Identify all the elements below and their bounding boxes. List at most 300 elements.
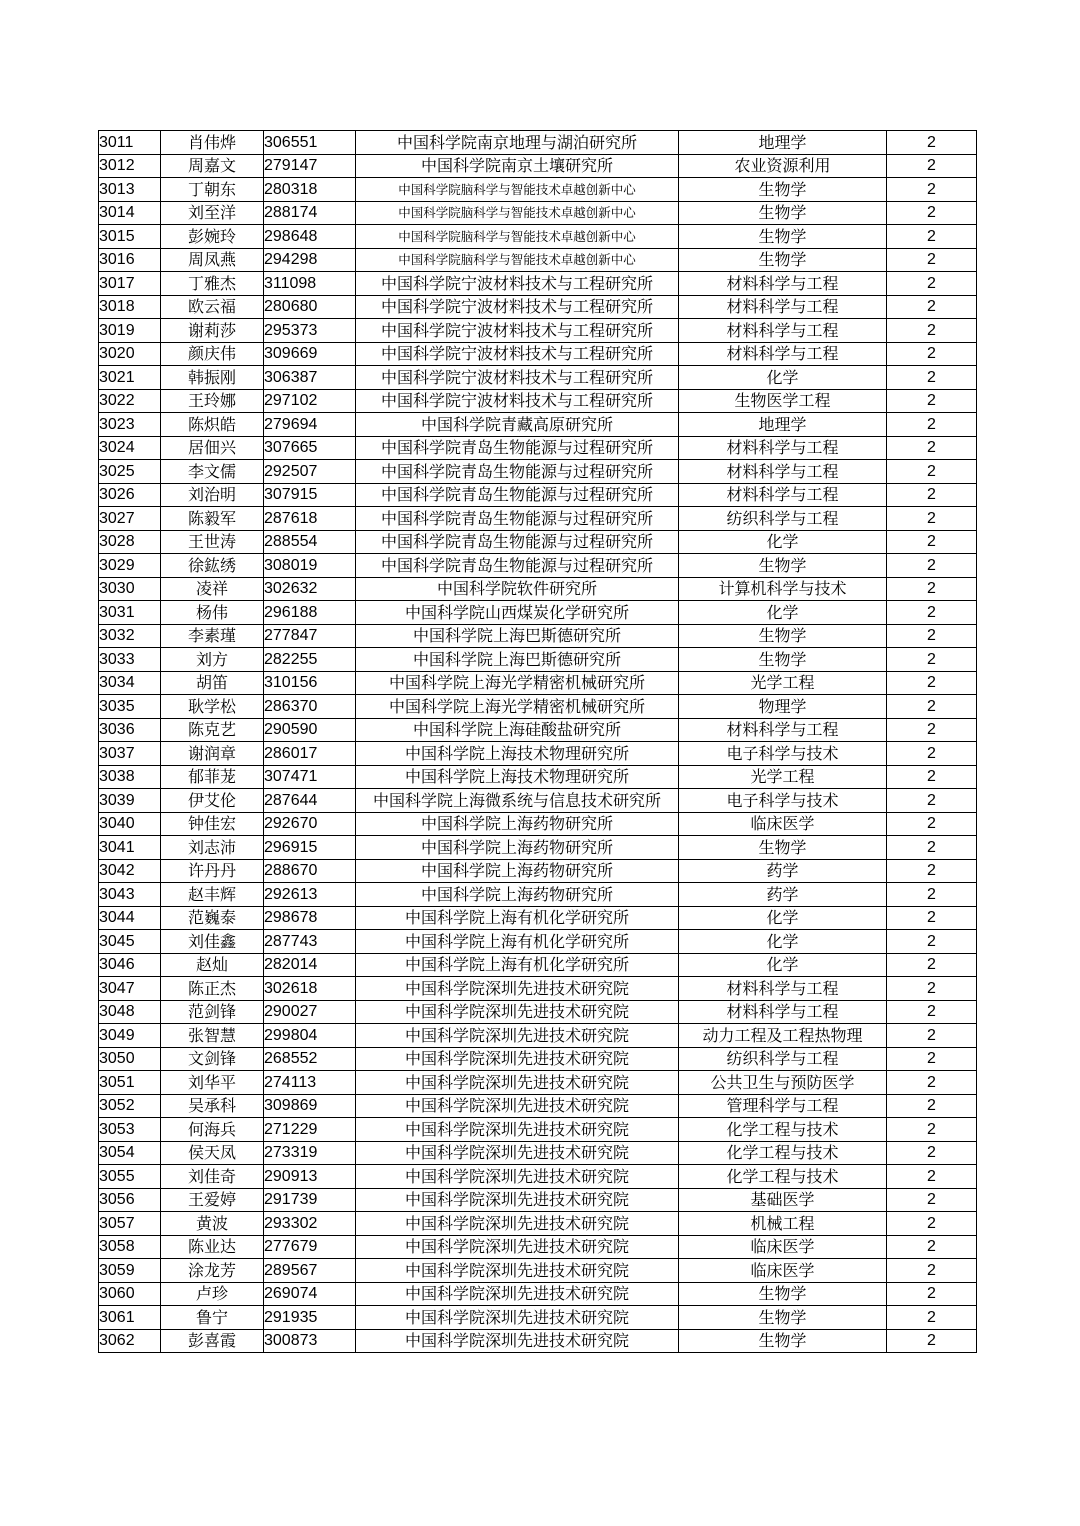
row-index: 3037	[99, 742, 161, 766]
applicant-id: 293302	[264, 1212, 356, 1236]
major-name: 材料科学与工程	[679, 272, 887, 296]
person-name: 陈炽皓	[161, 413, 264, 437]
institute-name: 中国科学院南京土壤研究所	[356, 154, 679, 178]
major-name: 电子科学与技术	[679, 742, 887, 766]
person-name: 欧云福	[161, 295, 264, 319]
count-value: 2	[887, 977, 977, 1001]
row-index: 3050	[99, 1047, 161, 1071]
row-index: 3038	[99, 765, 161, 789]
count-value: 2	[887, 1165, 977, 1189]
applicant-id: 307471	[264, 765, 356, 789]
count-value: 2	[887, 319, 977, 343]
count-value: 2	[887, 1259, 977, 1283]
row-index: 3036	[99, 718, 161, 742]
table-row	[99, 131, 977, 155]
table-row	[99, 977, 977, 1001]
table-row	[99, 1071, 977, 1095]
institute-name: 中国科学院青岛生物能源与过程研究所	[356, 460, 679, 484]
table-row	[99, 1024, 977, 1048]
count-value: 2	[887, 1118, 977, 1142]
table-row	[99, 178, 977, 202]
table-body	[99, 131, 977, 1353]
major-name: 光学工程	[679, 671, 887, 695]
count-value: 2	[887, 671, 977, 695]
table-row	[99, 460, 977, 484]
applicant-id: 279147	[264, 154, 356, 178]
count-value: 2	[887, 1282, 977, 1306]
major-name: 化学	[679, 953, 887, 977]
table-row	[99, 695, 977, 719]
table-row	[99, 648, 977, 672]
row-index: 3049	[99, 1024, 161, 1048]
table-row	[99, 624, 977, 648]
table-row	[99, 906, 977, 930]
table-row	[99, 1329, 977, 1353]
institute-name: 中国科学院深圳先进技术研究院	[356, 1188, 679, 1212]
count-value: 2	[887, 1024, 977, 1048]
person-name: 范巍泰	[161, 906, 264, 930]
person-name: 王爱婷	[161, 1188, 264, 1212]
table-row	[99, 413, 977, 437]
person-name: 刘佳奇	[161, 1165, 264, 1189]
major-name: 药学	[679, 883, 887, 907]
applicant-id: 274113	[264, 1071, 356, 1095]
institute-name: 中国科学院深圳先进技术研究院	[356, 1141, 679, 1165]
institute-name: 中国科学院上海巴斯德研究所	[356, 648, 679, 672]
institute-name: 中国科学院深圳先进技术研究院	[356, 1094, 679, 1118]
applicant-id: 291739	[264, 1188, 356, 1212]
applicant-id: 287743	[264, 930, 356, 954]
person-name: 陈正杰	[161, 977, 264, 1001]
applicant-id: 286370	[264, 695, 356, 719]
applicant-id: 295373	[264, 319, 356, 343]
institute-name: 中国科学院深圳先进技术研究院	[356, 1165, 679, 1189]
person-name: 伊艾伦	[161, 789, 264, 813]
table-row	[99, 1259, 977, 1283]
applicant-id: 306387	[264, 366, 356, 390]
institute-name: 中国科学院上海药物研究所	[356, 859, 679, 883]
institute-name: 中国科学院上海微系统与信息技术研究所	[356, 789, 679, 813]
table-row	[99, 272, 977, 296]
major-name: 材料科学与工程	[679, 295, 887, 319]
major-name: 生物学	[679, 201, 887, 225]
table-row	[99, 1000, 977, 1024]
person-name: 刘佳鑫	[161, 930, 264, 954]
person-name: 许丹丹	[161, 859, 264, 883]
table-row	[99, 436, 977, 460]
applicant-id: 302618	[264, 977, 356, 1001]
major-name: 生物学	[679, 1282, 887, 1306]
institute-name: 中国科学院深圳先进技术研究院	[356, 1024, 679, 1048]
table-row	[99, 554, 977, 578]
applicant-id: 282255	[264, 648, 356, 672]
row-index: 3047	[99, 977, 161, 1001]
row-index: 3033	[99, 648, 161, 672]
major-name: 材料科学与工程	[679, 977, 887, 1001]
count-value: 2	[887, 1306, 977, 1330]
row-index: 3056	[99, 1188, 161, 1212]
applicant-id: 287644	[264, 789, 356, 813]
person-name: 周凤燕	[161, 248, 264, 272]
institute-name: 中国科学院深圳先进技术研究院	[356, 1000, 679, 1024]
institute-name: 中国科学院深圳先进技术研究院	[356, 1212, 679, 1236]
applicant-id: 296915	[264, 836, 356, 860]
major-name: 材料科学与工程	[679, 436, 887, 460]
institute-name: 中国科学院深圳先进技术研究院	[356, 1306, 679, 1330]
count-value: 2	[887, 1094, 977, 1118]
applicant-id: 298678	[264, 906, 356, 930]
applicant-id: 282014	[264, 953, 356, 977]
applicant-id: 279694	[264, 413, 356, 437]
count-value: 2	[887, 342, 977, 366]
institute-name: 中国科学院脑科学与智能技术卓越创新中心	[356, 201, 679, 225]
row-index: 3011	[99, 131, 161, 155]
institute-name: 中国科学院上海硅酸盐研究所	[356, 718, 679, 742]
table-row	[99, 883, 977, 907]
table-row	[99, 765, 977, 789]
row-index: 3027	[99, 507, 161, 531]
row-index: 3018	[99, 295, 161, 319]
person-name: 丁朝东	[161, 178, 264, 202]
major-name: 化学工程与技术	[679, 1118, 887, 1142]
results-table	[98, 130, 977, 1353]
major-name: 生物学	[679, 554, 887, 578]
major-name: 纺织科学与工程	[679, 1047, 887, 1071]
table-row	[99, 812, 977, 836]
applicant-id: 271229	[264, 1118, 356, 1142]
person-name: 胡笛	[161, 671, 264, 695]
count-value: 2	[887, 648, 977, 672]
institute-name: 中国科学院青岛生物能源与过程研究所	[356, 530, 679, 554]
major-name: 化学工程与技术	[679, 1165, 887, 1189]
count-value: 2	[887, 859, 977, 883]
major-name: 生物学	[679, 1329, 887, 1353]
row-index: 3044	[99, 906, 161, 930]
major-name: 生物学	[679, 836, 887, 860]
row-index: 3060	[99, 1282, 161, 1306]
table-row	[99, 201, 977, 225]
institute-name: 中国科学院上海光学精密机械研究所	[356, 695, 679, 719]
major-name: 生物学	[679, 1306, 887, 1330]
applicant-id: 269074	[264, 1282, 356, 1306]
table-row	[99, 1188, 977, 1212]
applicant-id: 291935	[264, 1306, 356, 1330]
row-index: 3022	[99, 389, 161, 413]
institute-name: 中国科学院宁波材料技术与工程研究所	[356, 342, 679, 366]
applicant-id: 277847	[264, 624, 356, 648]
row-index: 3031	[99, 601, 161, 625]
person-name: 陈克艺	[161, 718, 264, 742]
count-value: 2	[887, 883, 977, 907]
person-name: 刘至洋	[161, 201, 264, 225]
major-name: 地理学	[679, 413, 887, 437]
major-name: 公共卫生与预防医学	[679, 1071, 887, 1095]
institute-name: 中国科学院上海巴斯德研究所	[356, 624, 679, 648]
table-row	[99, 530, 977, 554]
table-row	[99, 389, 977, 413]
count-value: 2	[887, 577, 977, 601]
person-name: 侯天凤	[161, 1141, 264, 1165]
count-value: 2	[887, 178, 977, 202]
person-name: 谢润章	[161, 742, 264, 766]
major-name: 材料科学与工程	[679, 1000, 887, 1024]
institute-name: 中国科学院青藏高原研究所	[356, 413, 679, 437]
institute-name: 中国科学院软件研究所	[356, 577, 679, 601]
table-row	[99, 154, 977, 178]
count-value: 2	[887, 601, 977, 625]
person-name: 李素瑾	[161, 624, 264, 648]
institute-name: 中国科学院上海药物研究所	[356, 812, 679, 836]
major-name: 材料科学与工程	[679, 483, 887, 507]
count-value: 2	[887, 718, 977, 742]
row-index: 3052	[99, 1094, 161, 1118]
institute-name: 中国科学院青岛生物能源与过程研究所	[356, 507, 679, 531]
row-index: 3045	[99, 930, 161, 954]
major-name: 电子科学与技术	[679, 789, 887, 813]
row-index: 3015	[99, 225, 161, 249]
person-name: 赵丰辉	[161, 883, 264, 907]
count-value: 2	[887, 1329, 977, 1353]
major-name: 管理科学与工程	[679, 1094, 887, 1118]
major-name: 计算机科学与技术	[679, 577, 887, 601]
row-index: 3042	[99, 859, 161, 883]
institute-name: 中国科学院上海药物研究所	[356, 883, 679, 907]
major-name: 材料科学与工程	[679, 342, 887, 366]
table-row	[99, 789, 977, 813]
table-row	[99, 1212, 977, 1236]
institute-name: 中国科学院青岛生物能源与过程研究所	[356, 483, 679, 507]
applicant-id: 297102	[264, 389, 356, 413]
institute-name: 中国科学院青岛生物能源与过程研究所	[356, 554, 679, 578]
applicant-id: 307665	[264, 436, 356, 460]
applicant-id: 292670	[264, 812, 356, 836]
row-index: 3020	[99, 342, 161, 366]
count-value: 2	[887, 248, 977, 272]
count-value: 2	[887, 530, 977, 554]
count-value: 2	[887, 154, 977, 178]
major-name: 农业资源利用	[679, 154, 887, 178]
table-row	[99, 1094, 977, 1118]
row-index: 3062	[99, 1329, 161, 1353]
major-name: 生物学	[679, 648, 887, 672]
row-index: 3032	[99, 624, 161, 648]
count-value: 2	[887, 507, 977, 531]
row-index: 3017	[99, 272, 161, 296]
person-name: 刘华平	[161, 1071, 264, 1095]
row-index: 3024	[99, 436, 161, 460]
person-name: 范剑锋	[161, 1000, 264, 1024]
count-value: 2	[887, 1047, 977, 1071]
count-value: 2	[887, 953, 977, 977]
applicant-id: 311098	[264, 272, 356, 296]
major-name: 基础医学	[679, 1188, 887, 1212]
table-row	[99, 248, 977, 272]
person-name: 涂龙芳	[161, 1259, 264, 1283]
count-value: 2	[887, 413, 977, 437]
institute-name: 中国科学院深圳先进技术研究院	[356, 1282, 679, 1306]
major-name: 化学	[679, 930, 887, 954]
count-value: 2	[887, 1141, 977, 1165]
applicant-id: 290027	[264, 1000, 356, 1024]
count-value: 2	[887, 930, 977, 954]
person-name: 凌祥	[161, 577, 264, 601]
applicant-id: 290913	[264, 1165, 356, 1189]
person-name: 吴承科	[161, 1094, 264, 1118]
table-row	[99, 1282, 977, 1306]
institute-name: 中国科学院上海技术物理研究所	[356, 742, 679, 766]
applicant-id: 289567	[264, 1259, 356, 1283]
person-name: 彭喜霞	[161, 1329, 264, 1353]
institute-name: 中国科学院脑科学与智能技术卓越创新中心	[356, 225, 679, 249]
row-index: 3029	[99, 554, 161, 578]
major-name: 化学工程与技术	[679, 1141, 887, 1165]
institute-name: 中国科学院山西煤炭化学研究所	[356, 601, 679, 625]
row-index: 3012	[99, 154, 161, 178]
person-name: 赵灿	[161, 953, 264, 977]
institute-name: 中国科学院深圳先进技术研究院	[356, 1047, 679, 1071]
row-index: 3048	[99, 1000, 161, 1024]
applicant-id: 290590	[264, 718, 356, 742]
table-row	[99, 1235, 977, 1259]
person-name: 卢珍	[161, 1282, 264, 1306]
person-name: 何海兵	[161, 1118, 264, 1142]
applicant-id: 287618	[264, 507, 356, 531]
applicant-id: 292507	[264, 460, 356, 484]
applicant-id: 299804	[264, 1024, 356, 1048]
major-name: 生物学	[679, 225, 887, 249]
major-name: 化学	[679, 366, 887, 390]
row-index: 3041	[99, 836, 161, 860]
applicant-id: 308019	[264, 554, 356, 578]
table-row	[99, 836, 977, 860]
applicant-id: 288670	[264, 859, 356, 883]
person-name: 王玲娜	[161, 389, 264, 413]
major-name: 机械工程	[679, 1212, 887, 1236]
applicant-id: 268552	[264, 1047, 356, 1071]
row-index: 3026	[99, 483, 161, 507]
major-name: 生物医学工程	[679, 389, 887, 413]
applicant-id: 306551	[264, 131, 356, 155]
table-row	[99, 507, 977, 531]
table-row	[99, 742, 977, 766]
row-index: 3057	[99, 1212, 161, 1236]
table-row	[99, 366, 977, 390]
applicant-id: 277679	[264, 1235, 356, 1259]
count-value: 2	[887, 389, 977, 413]
person-name: 李文儒	[161, 460, 264, 484]
row-index: 3014	[99, 201, 161, 225]
applicant-id: 302632	[264, 577, 356, 601]
applicant-id: 294298	[264, 248, 356, 272]
person-name: 肖伟烨	[161, 131, 264, 155]
row-index: 3025	[99, 460, 161, 484]
institute-name: 中国科学院南京地理与湖泊研究所	[356, 131, 679, 155]
row-index: 3039	[99, 789, 161, 813]
major-name: 临床医学	[679, 812, 887, 836]
person-name: 王世涛	[161, 530, 264, 554]
institute-name: 中国科学院宁波材料技术与工程研究所	[356, 319, 679, 343]
applicant-id: 309669	[264, 342, 356, 366]
institute-name: 中国科学院宁波材料技术与工程研究所	[356, 272, 679, 296]
applicant-id: 288174	[264, 201, 356, 225]
applicant-id: 300873	[264, 1329, 356, 1353]
row-index: 3016	[99, 248, 161, 272]
applicant-id: 273319	[264, 1141, 356, 1165]
major-name: 化学	[679, 906, 887, 930]
institute-name: 中国科学院宁波材料技术与工程研究所	[356, 295, 679, 319]
institute-name: 中国科学院宁波材料技术与工程研究所	[356, 389, 679, 413]
major-name: 临床医学	[679, 1235, 887, 1259]
major-name: 光学工程	[679, 765, 887, 789]
major-name: 材料科学与工程	[679, 718, 887, 742]
row-index: 3028	[99, 530, 161, 554]
institute-name: 中国科学院深圳先进技术研究院	[356, 977, 679, 1001]
institute-name: 中国科学院深圳先进技术研究院	[356, 1259, 679, 1283]
institute-name: 中国科学院脑科学与智能技术卓越创新中心	[356, 178, 679, 202]
count-value: 2	[887, 1071, 977, 1095]
person-name: 颜庆伟	[161, 342, 264, 366]
person-name: 陈毅军	[161, 507, 264, 531]
count-value: 2	[887, 1000, 977, 1024]
institute-name: 中国科学院宁波材料技术与工程研究所	[356, 366, 679, 390]
person-name: 刘治明	[161, 483, 264, 507]
table-row	[99, 953, 977, 977]
institute-name: 中国科学院上海技术物理研究所	[356, 765, 679, 789]
table-row	[99, 601, 977, 625]
count-value: 2	[887, 272, 977, 296]
row-index: 3040	[99, 812, 161, 836]
table-row	[99, 225, 977, 249]
row-index: 3034	[99, 671, 161, 695]
institute-name: 中国科学院上海有机化学研究所	[356, 953, 679, 977]
person-name: 鲁宁	[161, 1306, 264, 1330]
institute-name: 中国科学院青岛生物能源与过程研究所	[356, 436, 679, 460]
table-row	[99, 1306, 977, 1330]
count-value: 2	[887, 836, 977, 860]
person-name: 钟佳宏	[161, 812, 264, 836]
count-value: 2	[887, 1212, 977, 1236]
count-value: 2	[887, 295, 977, 319]
row-index: 3053	[99, 1118, 161, 1142]
applicant-id: 310156	[264, 671, 356, 695]
applicant-id: 307915	[264, 483, 356, 507]
applicant-id: 298648	[264, 225, 356, 249]
count-value: 2	[887, 483, 977, 507]
row-index: 3061	[99, 1306, 161, 1330]
institute-name: 中国科学院上海有机化学研究所	[356, 906, 679, 930]
table-row	[99, 671, 977, 695]
table-row	[99, 1165, 977, 1189]
row-index: 3046	[99, 953, 161, 977]
person-name: 刘志沛	[161, 836, 264, 860]
row-index: 3054	[99, 1141, 161, 1165]
count-value: 2	[887, 201, 977, 225]
table-row	[99, 483, 977, 507]
count-value: 2	[887, 436, 977, 460]
applicant-id: 292613	[264, 883, 356, 907]
person-name: 周嘉文	[161, 154, 264, 178]
person-name: 文剑锋	[161, 1047, 264, 1071]
table-row	[99, 295, 977, 319]
major-name: 临床医学	[679, 1259, 887, 1283]
table-row	[99, 1047, 977, 1071]
row-index: 3043	[99, 883, 161, 907]
major-name: 生物学	[679, 624, 887, 648]
row-index: 3035	[99, 695, 161, 719]
person-name: 徐鈜绣	[161, 554, 264, 578]
major-name: 动力工程及工程热物理	[679, 1024, 887, 1048]
person-name: 郁菲茏	[161, 765, 264, 789]
